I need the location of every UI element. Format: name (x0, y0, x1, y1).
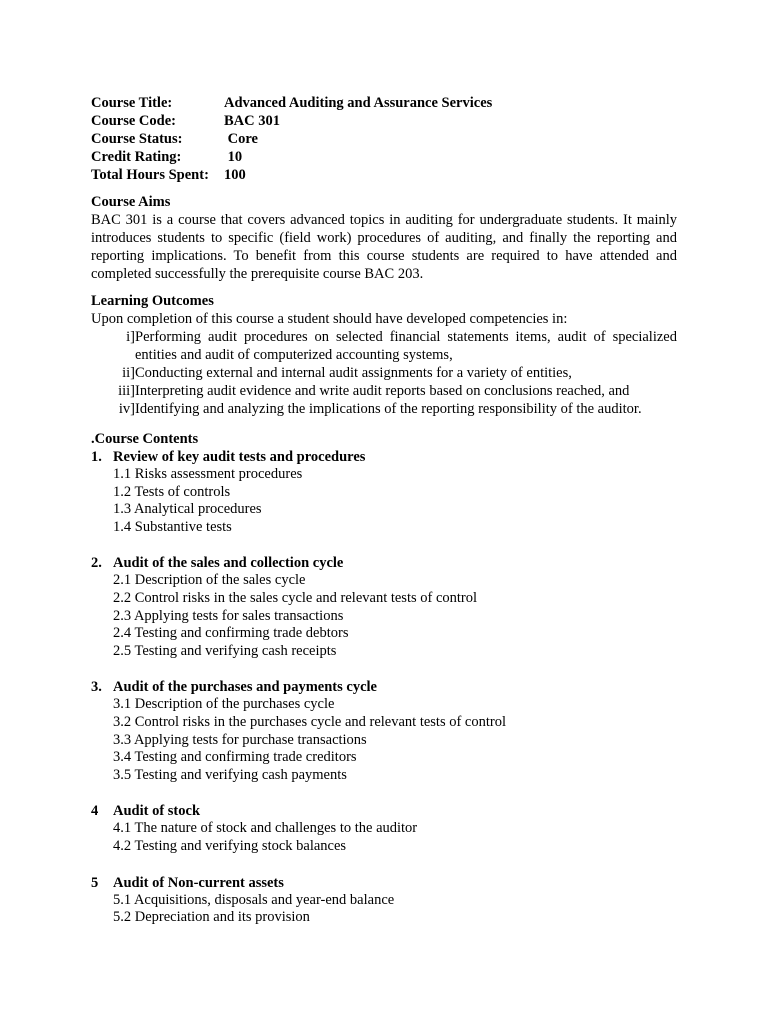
section-item: 1.1 Risks assessment procedures (113, 466, 303, 482)
outcomes-list (91, 328, 677, 418)
section-number: 1. (91, 449, 102, 465)
meta-label: Credit Rating: (91, 149, 182, 165)
section-title: Review of key audit tests and procedures (113, 449, 366, 465)
outcome-item (91, 382, 677, 400)
outcome-number: i] (126, 329, 135, 345)
meta-value: 10 (224, 149, 243, 165)
section-item: 3.3 Applying tests for purchase transactions (113, 731, 367, 748)
section-item: 2.1 Description of the sales cycle (113, 572, 306, 589)
section-item: 5.1 Acquisitions, disposals and year-end balance (113, 891, 395, 908)
section-item: 3.1 Description of the purchases cycle (113, 696, 335, 713)
section-item: 2.4 Testing and confirming trade debtors (113, 625, 349, 642)
meta-value: BAC 301 (224, 113, 280, 129)
outcome-item (91, 328, 677, 364)
outcome-text: Identifying and analyzing the implications of the reporting responsibility of the auditor. (135, 401, 642, 417)
section-item: 2.3 Applying tests for sales transactions (113, 607, 344, 624)
meta-row-code (91, 112, 677, 130)
section-item: 1.4 Substantive tests (113, 518, 232, 535)
section-title: Audit of stock (113, 803, 201, 820)
section-title: Audit of Non-current assets (113, 874, 284, 891)
meta-label: Course Status: (91, 131, 183, 147)
outcome-number: iii] (118, 383, 135, 399)
aims-heading: Course Aims (91, 194, 171, 210)
outcomes-heading: Learning Outcomes (91, 293, 214, 309)
outcome-text: Interpreting audit evidence and write audit reports based on conclusions reached, and (135, 383, 630, 399)
course-meta (91, 94, 677, 184)
meta-value: Core (224, 131, 258, 147)
section-item: 4.1 The nature of stock and challenges to the auditor (113, 820, 418, 837)
section-item: 3.4 Testing and confirming trade creditors (113, 749, 357, 766)
meta-row-title (91, 94, 677, 112)
content-section-3 (91, 678, 677, 784)
meta-row-credit (91, 148, 677, 166)
meta-row-status (91, 130, 677, 148)
learning-outcomes (91, 292, 677, 418)
content-section-4 (91, 802, 677, 855)
contents-heading: .Course Contents (91, 431, 199, 447)
section-item: 2.5 Testing and verifying cash receipts (113, 642, 337, 659)
outcome-text: Conducting external and internal audit assignments for a variety of entities, (135, 365, 572, 381)
section-title: Audit of the purchases and payments cycle (113, 679, 377, 696)
content-section-1 (91, 448, 677, 536)
outcome-item (91, 364, 677, 382)
aims-text: BAC 301 is a course that covers advanced topics in auditing for undergraduate students. It mainly introduces students to specific (field work) procedures of auditing, and finally the reporting and reporting implications. To benefit from this course students are required to have attended and completed successfully the prerequisite course BAC 203. (91, 212, 677, 282)
document-page (91, 94, 677, 927)
section-item: 1.2 Tests of controls (113, 483, 231, 500)
course-aims (91, 193, 677, 283)
outcome-number: ii] (122, 365, 135, 381)
content-section-5 (91, 874, 677, 927)
meta-value: 100 (224, 167, 246, 183)
section-number: 4 (91, 803, 99, 820)
section-number: 5 (91, 874, 99, 891)
section-item: 2.2 Control risks in the sales cycle and relevant tests of control (113, 589, 478, 606)
outcomes-intro: Upon completion of this course a student should have developed competencies in: (91, 311, 568, 327)
section-item: 4.2 Testing and verifying stock balances (113, 837, 347, 854)
section-item: 5.2 Depreciation and its provision (113, 909, 310, 926)
course-contents (91, 430, 677, 927)
outcome-text: Performing audit procedures on selected financial statements items, audit of specialized entities and audit of computerized accounting systems, (135, 329, 677, 363)
meta-label: Course Code: (91, 113, 176, 129)
section-item: 3.2 Control risks in the purchases cycle and relevant tests of control (113, 713, 507, 730)
meta-row-hours (91, 166, 677, 184)
section-number: 2. (91, 555, 102, 572)
section-item: 1.3 Analytical procedures (113, 501, 262, 518)
outcome-number: iv] (118, 401, 135, 417)
meta-label: Total Hours Spent: (91, 167, 209, 183)
meta-label: Course Title: (91, 95, 173, 111)
meta-value: Advanced Auditing and Assurance Services (224, 95, 493, 111)
section-number: 3. (91, 679, 102, 696)
content-section-2 (91, 554, 677, 660)
section-item: 3.5 Testing and verifying cash payments (113, 766, 347, 783)
outcome-item (91, 400, 677, 418)
section-title: Audit of the sales and collection cycle (113, 555, 344, 572)
